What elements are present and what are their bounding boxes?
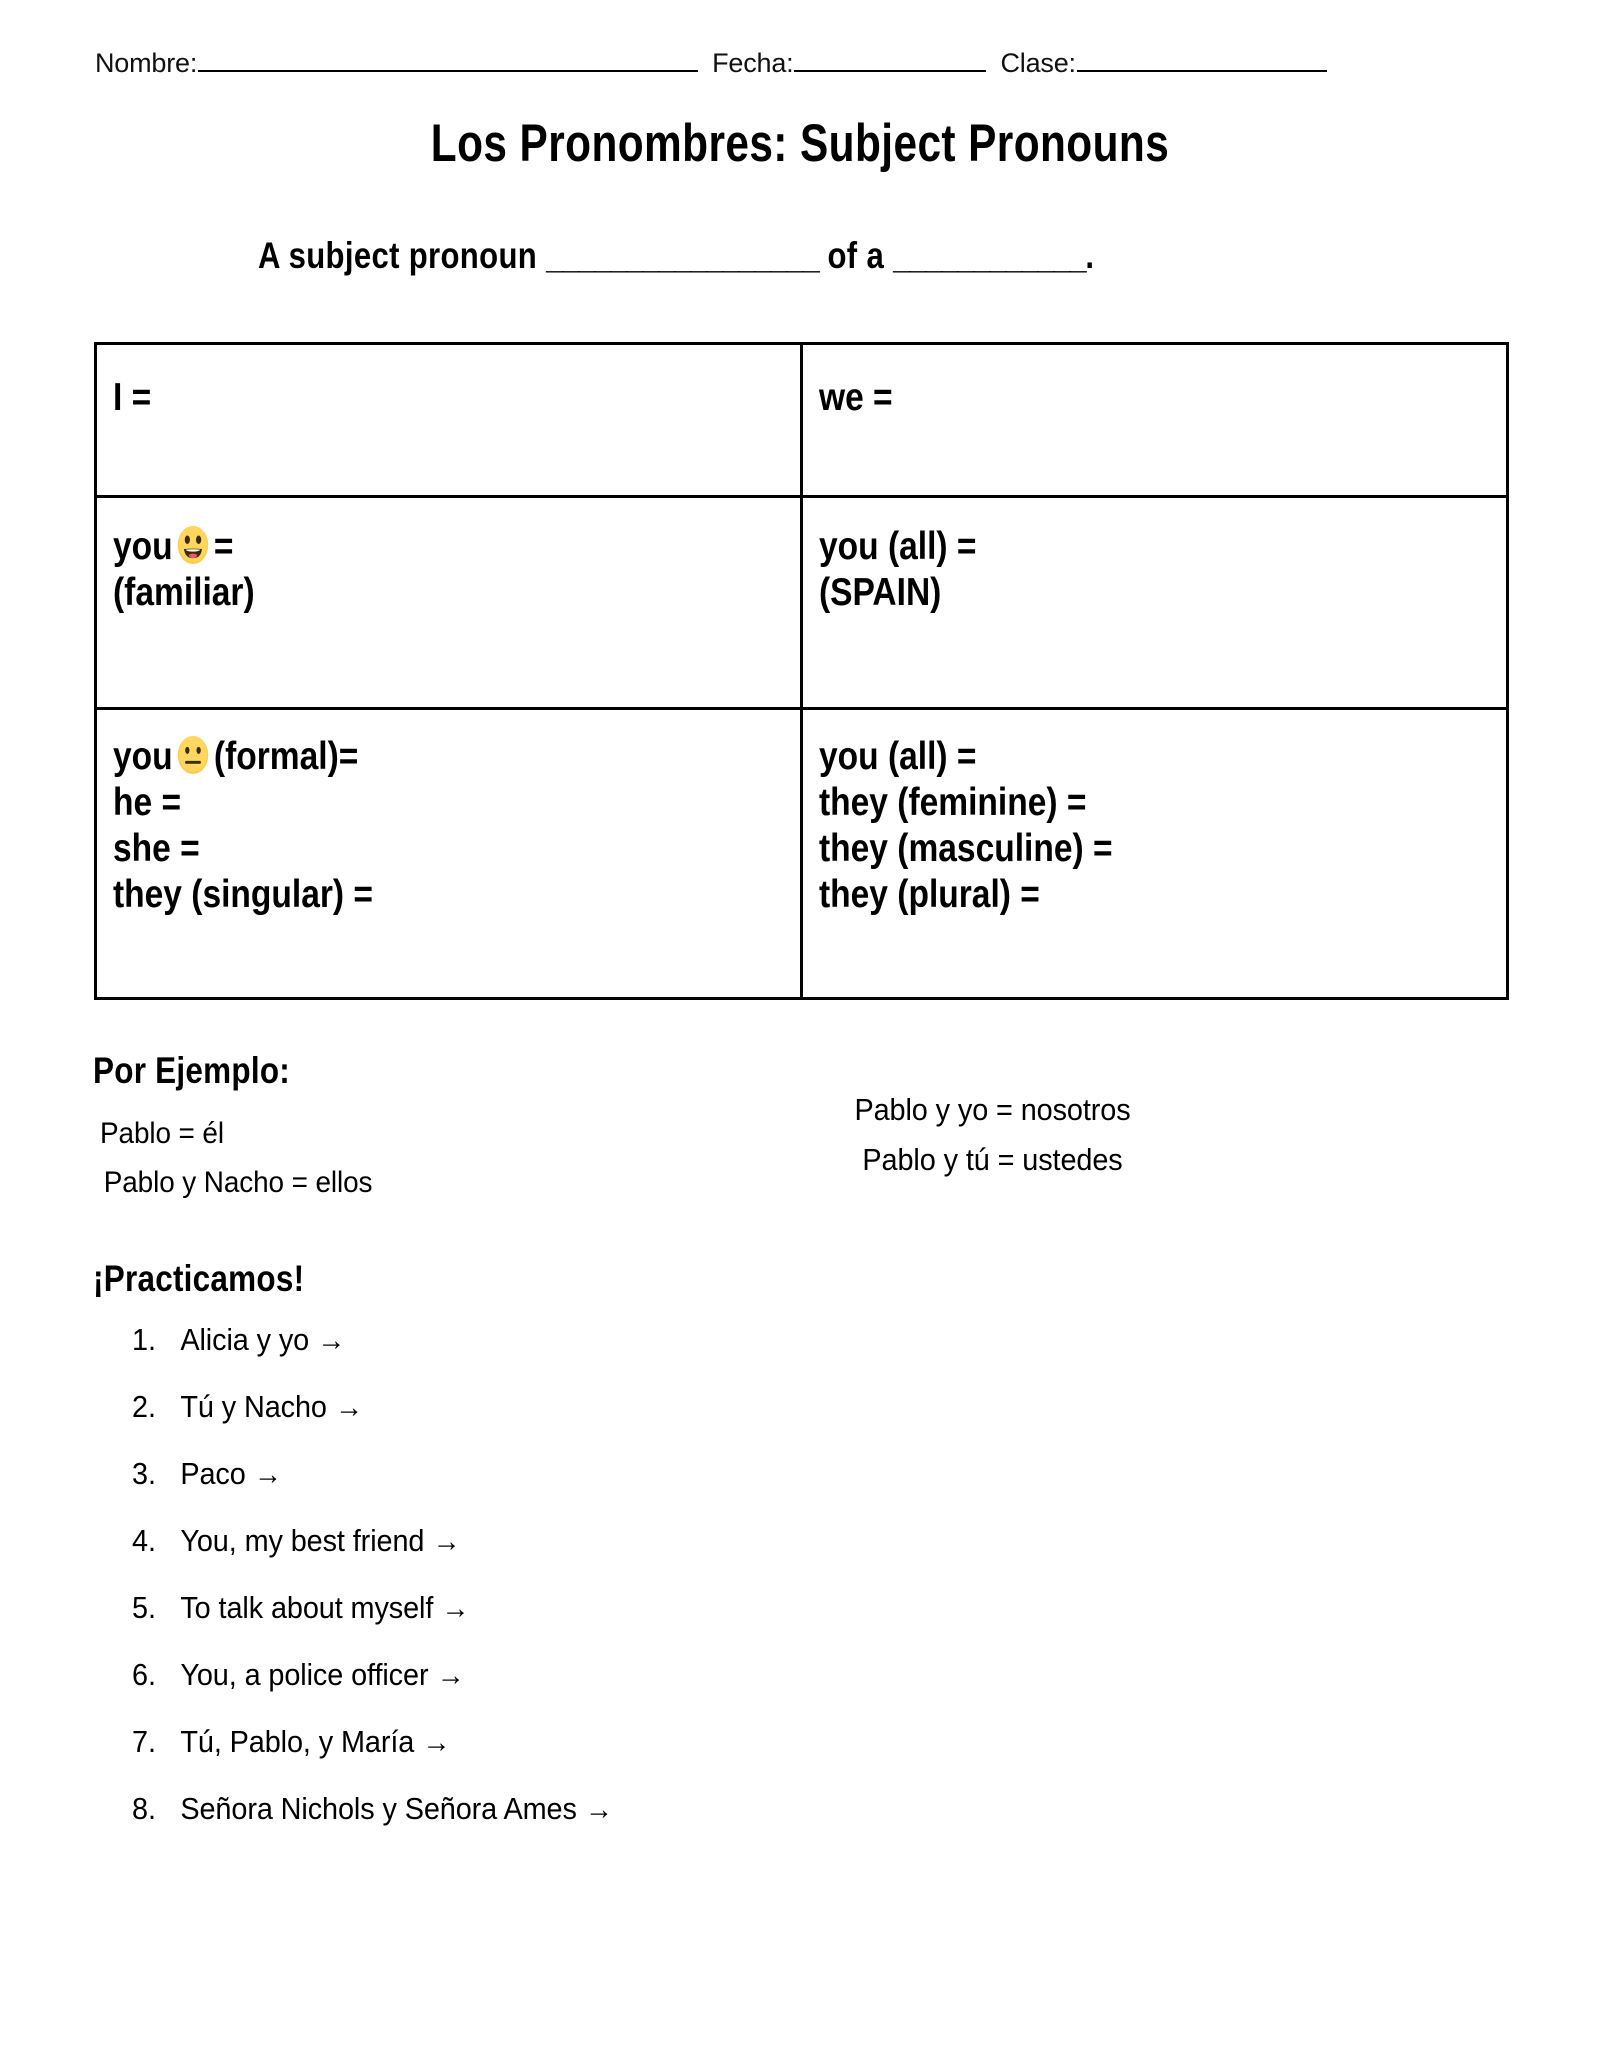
definition-blank-1[interactable]: _________________ [546, 235, 819, 276]
clase-blank-line[interactable] [1077, 51, 1327, 72]
pronoun-table [94, 342, 1509, 1000]
cell-line [113, 524, 798, 570]
list-item-number: 6. [132, 1657, 156, 1692]
arrow-icon: → [317, 1324, 346, 1357]
table-row [96, 344, 1508, 497]
cell-line: they (plural) = [819, 873, 1040, 917]
student-info-header [95, 48, 1515, 79]
cell-tu-familiar[interactable] [96, 497, 802, 709]
list-item-text: To talk about myself [180, 1590, 434, 1625]
clase-label: Clase: [1000, 48, 1076, 78]
list-item-number: 7. [132, 1724, 156, 1759]
table-row [96, 709, 1508, 999]
list-item[interactable] [132, 1590, 613, 1657]
cell-line: (familiar) [113, 571, 255, 615]
example-item: Pablo y yo = nosotros [854, 1092, 1131, 1127]
definition-period: . [1085, 235, 1095, 276]
cell-line: they (singular) = [113, 873, 373, 917]
arrow-icon: → [254, 1458, 282, 1491]
list-item-text: Paco [180, 1456, 246, 1491]
page-title: Los Pronombres: Subject Pronouns [430, 114, 1170, 173]
cell-text: (formal)= [213, 735, 359, 778]
list-item-number: 8. [132, 1791, 156, 1826]
list-item-text: Señora Nichols y Señora Ames [180, 1791, 577, 1826]
example-list-right [760, 1085, 1225, 1185]
cell-line: we = [819, 376, 893, 419]
list-item-text: You, a police officer [180, 1657, 429, 1692]
arrow-icon: → [441, 1592, 470, 1625]
example-item: Pablo y tú = ustedes [862, 1142, 1123, 1178]
cell-line: he = [113, 781, 182, 825]
cell-ustedes-ellos-ellas[interactable] [802, 709, 1508, 999]
example-item: Pablo = él [100, 1117, 224, 1150]
list-item[interactable] [132, 1322, 613, 1389]
table-row [96, 497, 1508, 709]
list-item-text: Alicia y yo [180, 1322, 310, 1357]
definition-prompt [258, 235, 1199, 277]
list-item[interactable] [132, 1724, 613, 1791]
list-item[interactable] [132, 1791, 613, 1858]
cell-line: you (all) = [819, 525, 977, 568]
cell-line: I = [113, 376, 152, 419]
example-item: Pablo y Nacho = ellos [103, 1165, 373, 1199]
cell-vosotros[interactable] [802, 497, 1508, 709]
fecha-label: Fecha: [712, 48, 794, 78]
practicamos-heading: ¡Practicamos! [93, 1258, 305, 1299]
fecha-blank-line[interactable] [794, 51, 986, 72]
definition-blank-2[interactable]: ____________ [893, 235, 1086, 276]
definition-part-1: A subject pronoun [258, 235, 538, 276]
list-item[interactable] [132, 1523, 613, 1590]
list-item[interactable] [132, 1389, 613, 1456]
list-item-text: You, my best friend [180, 1523, 425, 1558]
arrow-icon: → [335, 1391, 364, 1424]
definition-part-2: of a [827, 235, 885, 276]
cell-usted-el-ella[interactable] [96, 709, 802, 999]
cell-text: you [113, 735, 173, 778]
list-item[interactable] [132, 1456, 613, 1523]
cell-yo[interactable] [96, 344, 802, 497]
cell-line [113, 734, 798, 780]
cell-text: you [113, 525, 173, 568]
nombre-label: Nombre: [95, 48, 198, 78]
list-item-text: Tú, Pablo, y María [180, 1724, 415, 1759]
por-ejemplo-heading: Por Ejemplo: [93, 1050, 291, 1091]
cell-line: you (all) = [819, 735, 977, 778]
cell-line: they (feminine) = [819, 781, 1087, 825]
cell-nosotros[interactable] [802, 344, 1508, 497]
arrow-icon: → [432, 1525, 461, 1558]
cell-line: they (masculine) = [819, 827, 1113, 871]
grinning-face-emoji [175, 524, 211, 566]
list-item-number: 1. [132, 1322, 156, 1357]
list-item-text: Tú y Nacho [180, 1389, 327, 1424]
list-item-number: 5. [132, 1590, 156, 1625]
cell-line: she = [113, 827, 200, 871]
cell-line: (SPAIN) [819, 571, 942, 615]
arrow-icon: → [585, 1793, 613, 1826]
nombre-blank-line[interactable] [198, 51, 698, 72]
arrow-icon: → [422, 1726, 451, 1759]
list-item-number: 2. [132, 1389, 156, 1424]
example-list-left [100, 1110, 372, 1207]
list-item-number: 3. [132, 1456, 156, 1491]
arrow-icon: → [436, 1659, 465, 1692]
cell-equals: = [213, 525, 234, 568]
neutral-face-emoji [175, 734, 211, 776]
list-item[interactable] [132, 1657, 613, 1724]
practice-list [132, 1322, 649, 1858]
list-item-number: 4. [132, 1523, 156, 1558]
